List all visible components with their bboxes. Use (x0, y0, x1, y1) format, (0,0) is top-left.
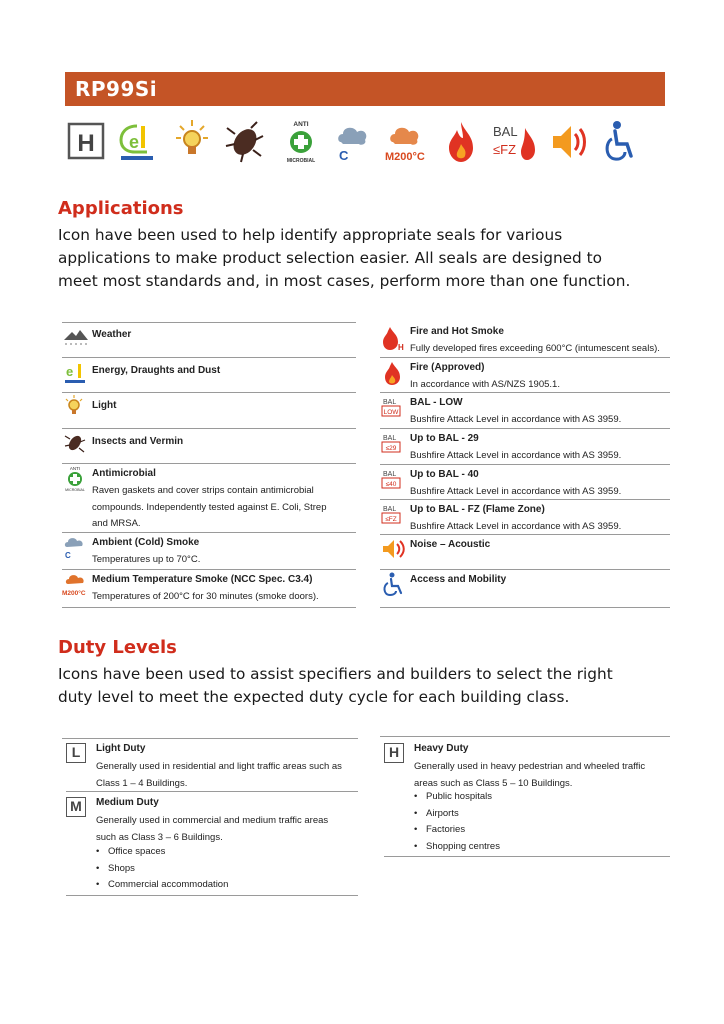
app-row-bal-29 (380, 429, 670, 465)
svg-text:C: C (339, 148, 349, 163)
app-title: Noise – Acoustic (410, 539, 491, 550)
svg-text:e: e (66, 364, 74, 379)
duty-desc: Generally used in commercial and medium traffic areas such as Class 3 – 6 Buildings. (96, 815, 329, 843)
app-title: Energy, Draughts and Dust (92, 365, 221, 376)
svg-text:BAL: BAL (383, 506, 397, 513)
duty-bullets (96, 844, 228, 894)
antimicrobial-icon (62, 464, 90, 492)
duty-heavy (384, 740, 670, 857)
duty-title: Medium Duty (96, 797, 159, 808)
app-row-weather (62, 322, 356, 358)
app-row-antimicrobial (62, 464, 356, 533)
svg-text:BAL: BAL (493, 124, 518, 139)
svg-text:LOW: LOW (383, 409, 399, 416)
duty-title: Light Duty (96, 743, 146, 754)
svg-text:BAL: BAL (383, 471, 397, 478)
app-row-bal-fz (380, 500, 670, 535)
duty-bullets (414, 789, 500, 855)
svg-text:ANTI: ANTI (293, 121, 309, 128)
svg-text:≤29: ≤29 (385, 445, 397, 452)
insect-icon (225, 118, 265, 166)
app-row-energy (62, 358, 356, 393)
duty-desc: Generally used in heavy pedestrian and wheeled traffic areas such as Class 5 – 10 Buildings. (414, 761, 646, 789)
app-desc: Fully developed fires exceeding 600°C (intumescent seals). (410, 343, 660, 354)
app-title: Light (92, 400, 117, 411)
svg-text:MICROBIAL: MICROBIAL (65, 488, 85, 492)
applications-table-left (62, 322, 356, 608)
svg-text:≤40: ≤40 (385, 481, 397, 488)
duty-desc: Generally used in residential and light traffic areas such as Class 1 – 4 Buildings. (96, 761, 342, 789)
svg-text:ANTI: ANTI (69, 466, 81, 471)
app-row-access (380, 570, 670, 608)
duty-light (66, 740, 358, 792)
svg-text:H: H (77, 130, 95, 157)
bal-low-icon (380, 393, 408, 421)
app-title: Antimicrobial (92, 468, 156, 479)
app-title: Ambient (Cold) Smoke (92, 537, 200, 548)
app-title: Up to BAL - 40 (410, 469, 479, 480)
app-title: Medium Temperature Smoke (NCC Spec. C3.4) (92, 574, 313, 585)
product-banner (65, 72, 665, 106)
medium-temp-smoke-icon (62, 570, 90, 598)
bal-fz-icon (380, 500, 408, 528)
app-row-bal-40 (380, 465, 670, 500)
duty-levels-intro: Icons have been used to assist specifiers and builders to select the right duty level to meet the expected duty cycle for each building class. (58, 665, 613, 706)
svg-text:H: H (398, 343, 404, 352)
app-title: Access and Mobility (410, 574, 507, 585)
fire-hot-smoke-icon (380, 324, 408, 352)
applications-table-right (380, 318, 670, 608)
light-bulb-icon (175, 118, 209, 166)
light-bulb-icon (62, 393, 90, 421)
svg-text:≤FZ: ≤FZ (385, 516, 397, 523)
weather-icon (62, 322, 90, 350)
ambient-smoke-icon (62, 533, 90, 561)
list-item: • Airports (414, 806, 500, 823)
hospital-h-icon (67, 118, 105, 166)
app-desc: Bushfire Attack Level in accordance with AS 3959. (410, 486, 622, 497)
svg-text:MICROBIAL: MICROBIAL (286, 158, 316, 164)
svg-text:BAL: BAL (383, 435, 397, 442)
bal-29-icon (380, 429, 408, 457)
app-row-medium-smoke (62, 570, 356, 608)
duty-title: Heavy Duty (414, 743, 469, 754)
bal-fz-icon (489, 118, 539, 166)
energy-plug-icon (117, 118, 157, 166)
heavy-duty-icon: H (384, 743, 404, 763)
app-desc: Temperatures of 200°C for 30 minutes (smoke doors). (92, 591, 319, 602)
app-title: Insects and Vermin (92, 436, 184, 447)
insect-icon (62, 429, 90, 457)
fire-icon (380, 358, 408, 386)
app-row-bal-low (380, 393, 670, 429)
app-title: Up to BAL - 29 (410, 433, 479, 444)
svg-text:M200°C: M200°C (385, 151, 425, 163)
list-item: • Shops (96, 861, 228, 878)
app-desc: Bushfire Attack Level in accordance with AS 3959. (410, 450, 622, 461)
applications-heading: Applications (58, 198, 184, 219)
list-item: • Factories (414, 822, 500, 839)
app-row-fire-approved (380, 358, 670, 393)
fire-icon (445, 118, 477, 166)
app-desc: In accordance with AS/NZS 1905.1. (410, 379, 560, 390)
medium-temp-smoke-icon (383, 118, 431, 166)
app-row-insects (62, 429, 356, 464)
list-item: • Commercial accommodation (96, 877, 228, 894)
app-desc: Bushfire Attack Level in accordance with AS 3959. (410, 521, 622, 532)
noise-speaker-icon (380, 535, 408, 563)
svg-text:M200°C: M200°C (62, 590, 86, 597)
app-desc: Raven gaskets and cover strips contain antimicrobial compounds. Independently tested against E. Coli, Strep and MRSA. (92, 485, 327, 529)
product-name: RP99Si (75, 77, 158, 101)
feature-icon-row (65, 118, 665, 166)
medium-duty-icon: M (66, 797, 86, 817)
bal-40-icon (380, 465, 408, 493)
app-desc: Bushfire Attack Level in accordance with AS 3959. (410, 414, 622, 425)
svg-text:≤FZ: ≤FZ (493, 142, 517, 157)
svg-text:C: C (65, 551, 71, 560)
accessibility-icon (601, 118, 637, 166)
list-item: • Public hospitals (414, 789, 500, 806)
energy-plug-icon (62, 358, 90, 386)
svg-text:BAL: BAL (383, 399, 397, 406)
duty-levels-heading: Duty Levels (58, 637, 177, 658)
app-row-fire-hot-smoke (380, 318, 670, 358)
app-title: Fire and Hot Smoke (410, 326, 504, 337)
accessibility-icon (380, 570, 408, 598)
app-row-noise (380, 535, 670, 570)
list-item: • Office spaces (96, 844, 228, 861)
app-title: Fire (Approved) (410, 362, 485, 373)
noise-speaker-icon (549, 118, 589, 166)
app-row-light (62, 393, 356, 429)
applications-intro: Icon have been used to help identify appropriate seals for various applications to make product selection easier. All seals are designed to meet most standards and, in most cases, perform more than one function. (58, 226, 631, 290)
app-title: Up to BAL - FZ (Flame Zone) (410, 504, 545, 515)
app-desc: Temperatures up to 70°C. (92, 554, 201, 565)
svg-text:e: e (129, 132, 140, 152)
list-item: • Shopping centres (414, 839, 500, 856)
duty-medium (66, 794, 358, 896)
app-title: BAL - LOW (410, 397, 463, 408)
light-duty-icon: L (66, 743, 86, 763)
app-row-ambient-smoke (62, 533, 356, 570)
app-title: Weather (92, 329, 132, 340)
ambient-smoke-icon (333, 118, 373, 166)
antimicrobial-icon (281, 118, 321, 166)
